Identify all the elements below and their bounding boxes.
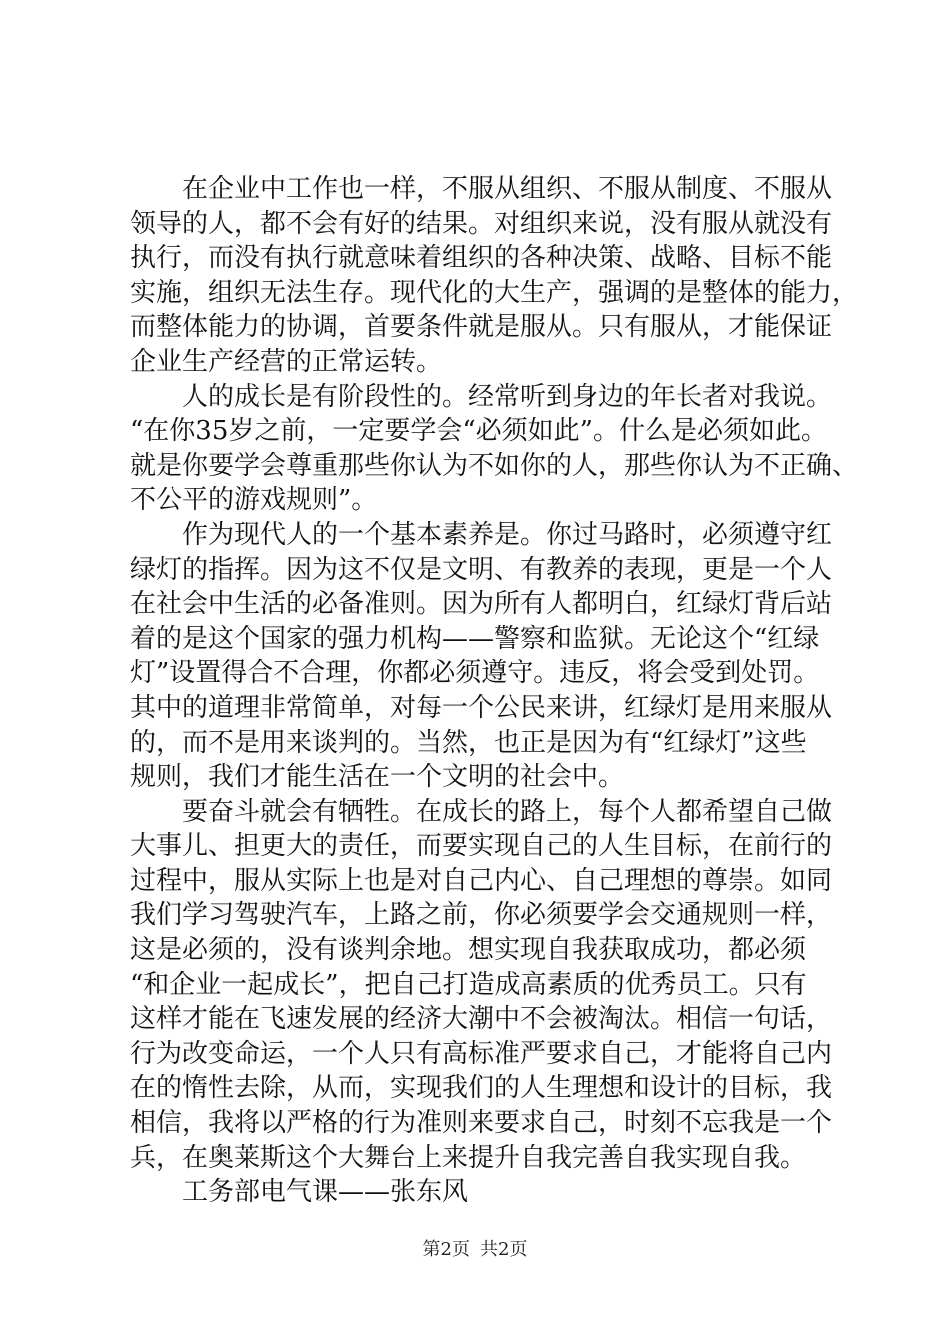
text-line: 过程中，服从实际上也是对自己内心、自己理想的尊崇。如同: [130, 865, 833, 896]
text-line: “和企业一起成长”，把自己打造成高素质的优秀员工。只有: [130, 969, 807, 1000]
text-line: “在你35岁之前，一定要学会“必须如此”。什么是必须如此。: [130, 416, 827, 447]
text-line: 我们学习驾驶汽车，上路之前，你必须要学会交通规则一样，: [130, 900, 833, 931]
text-line: 不公平的游戏规则”。: [130, 485, 378, 516]
text-line: 灯”设置得合不合理，你都必须遵守。违反，将会受到处罚。: [130, 658, 820, 689]
text-line: 要奋斗就会有牺牲。在成长的路上，每个人都希望自己做: [182, 796, 833, 827]
text-line: 执行，而没有执行就意味着组织的各种决策、战略、目标不能: [130, 243, 833, 274]
text-line: 这是必须的，没有谈判余地。想实现自我获取成功，都必须: [130, 935, 807, 966]
text-line: 在社会中生活的必备准则。因为所有人都明白，红绿灯背后站: [130, 589, 833, 620]
text-line: 人的成长是有阶段性的。经常听到身边的年长者对我说。: [182, 381, 833, 412]
text-line: 规则，我们才能生活在一个文明的社会中。: [130, 762, 625, 793]
text-line: 着的是这个国家的强力机构——警察和监狱。无论这个“红绿: [130, 623, 820, 654]
text-line: 就是你要学会尊重那些你认为不如你的人，那些你认为不正确、: [130, 450, 859, 481]
text-line: 作为现代人的一个基本素养是。你过马路时，必须遵守红: [182, 519, 833, 550]
page-footer: [0, 1238, 950, 1262]
text-line: 实施，组织无法生存。现代化的大生产，强调的是整体的能力，: [130, 277, 859, 308]
text-line: 大事儿、担更大的责任，而要实现自己的人生目标，在前行的: [130, 831, 833, 862]
text-line: 而整体能力的协调，首要条件就是服从。只有服从，才能保证: [130, 312, 833, 343]
text-line: 绿灯的指挥。因为这不仅是文明、有教养的表现，更是一个人: [130, 554, 833, 585]
text-line: 领导的人，都不会有好的结果。对组织来说，没有服从就没有: [130, 208, 833, 239]
text-line: 行为改变命运，一个人只有高标准严要求自己，才能将自己内: [130, 1038, 833, 1069]
page-total: 共2页: [480, 1239, 528, 1260]
text-line: 其中的道理非常简单，对每一个公民来讲，红绿灯是用来服从: [130, 692, 833, 723]
text-line: 在的惰性去除，从而，实现我们的人生理想和设计的目标，我: [130, 1073, 833, 1104]
text-line: 在企业中工作也一样，不服从组织、不服从制度、不服从: [182, 174, 833, 204]
text-line: 相信，我将以严格的行为准则来要求自己，时刻不忘我是一个: [130, 1108, 833, 1139]
page-number: 第2页: [422, 1239, 470, 1260]
text-line: 的，而不是用来谈判的。当然，也正是因为有“红绿灯”这些: [130, 727, 807, 758]
text-line: 兵，在奥莱斯这个大舞台上来提升自我完善自我实现自我。: [130, 1142, 807, 1173]
text-line: 企业生产经营的正常运转。: [130, 346, 443, 377]
signature-line: 工务部电气课——张东风: [182, 1177, 469, 1208]
text-line: 这样才能在飞速发展的经济大潮中不会被淘汰。相信一句话，: [130, 1004, 833, 1035]
document-body: [130, 172, 859, 1210]
